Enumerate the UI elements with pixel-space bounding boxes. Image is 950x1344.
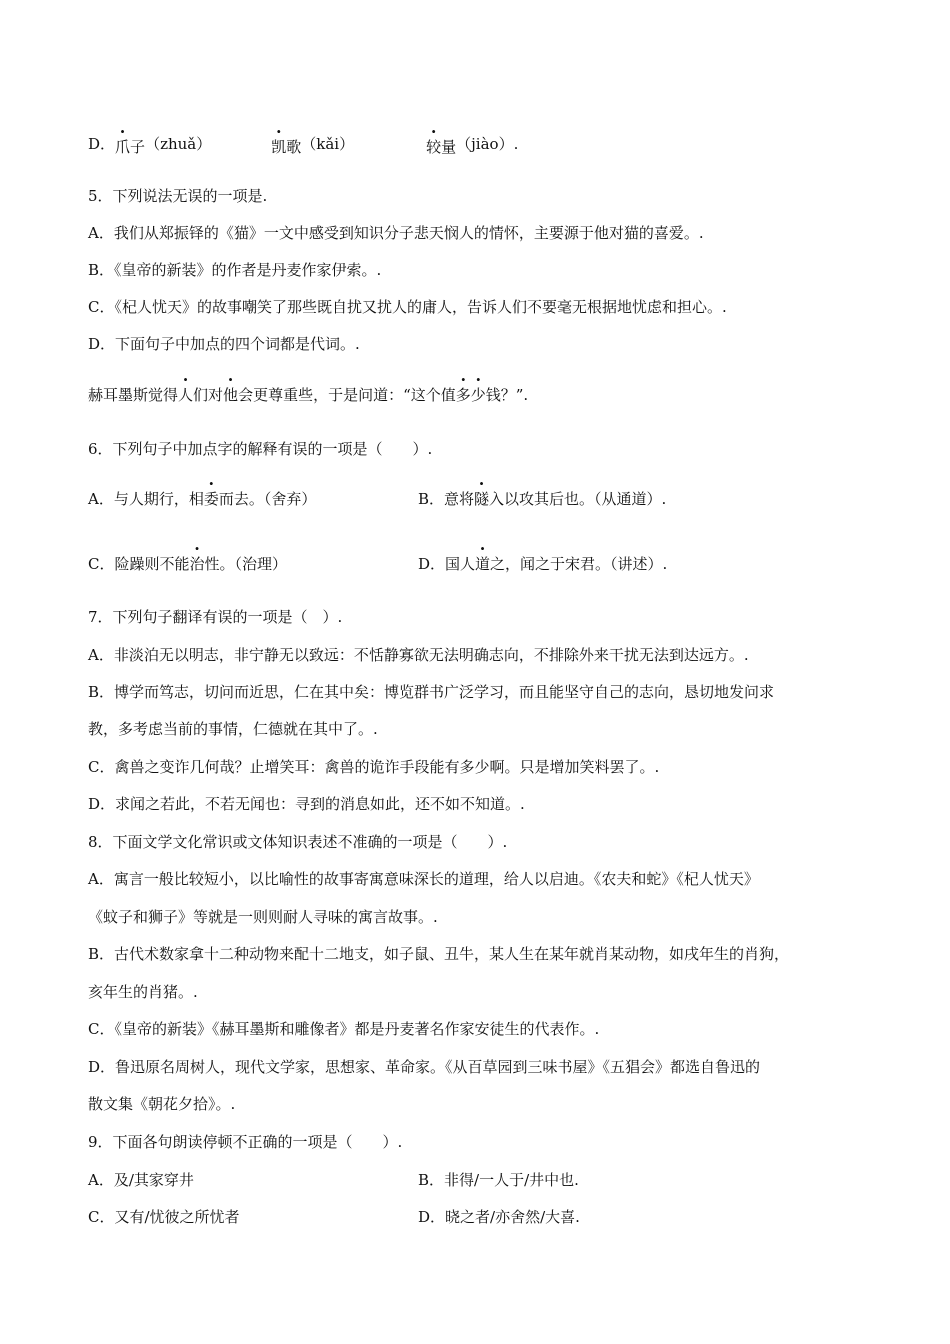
- q7-option-b-line2: 教，多考虑当前的事情，仁德就在其中了。.: [88, 720, 378, 738]
- q8-option-d-line2: 散文集《朝花夕拾》。.: [88, 1095, 236, 1113]
- q9-stem: 9．下面各句朗读停顿不正确的一项是（ ）.: [88, 1133, 403, 1151]
- q7-stem: 7．下列句子翻译有误的一项是（ ）.: [88, 608, 343, 626]
- sentence-text: 钱？”.: [485, 386, 529, 404]
- sentence-text: 会更尊重些，于是问道：“这个值: [238, 386, 456, 404]
- option-text: 之，闻之于宋君。（讲述）.: [490, 555, 668, 573]
- dotted-char: 凯: [271, 138, 287, 156]
- q5-option-b: B．《皇帝的新装》的作者是丹麦作家伊索。.: [88, 261, 382, 279]
- dotted-char: 较: [426, 138, 442, 156]
- option-text: 性。（治理）: [204, 555, 288, 573]
- q6-option-b: [418, 489, 666, 509]
- q6-option-d: [418, 554, 667, 574]
- sentence-text: 们对: [193, 386, 224, 404]
- q8-option-b-line1: B．古代术数家拿十二种动物来配十二地支，如子鼠、丑牛，某人生在某年就肖某动物，如戌年生的肖狗，: [88, 945, 790, 963]
- q7-option-c: C．禽兽之变诈几何哉？止增笑耳：禽兽的诡诈手段能有多少啊。只是增加笑料罢了。.: [88, 758, 660, 776]
- q9-option-c: C．又有/忧彼之所忧者: [88, 1208, 240, 1226]
- dotted-char: 多: [455, 386, 471, 404]
- option-text: 而去。（舍弃）: [218, 490, 317, 508]
- option-text: B．意将: [418, 490, 475, 508]
- q5-example-sentence: [88, 385, 528, 405]
- dotted-char: 道: [475, 555, 491, 573]
- q7-option-d: D．求闻之若此，不若无闻也：寻到的消息如此，还不如不知道。.: [88, 795, 525, 813]
- q7-option-a: A．非淡泊无以明志，非宁静无以致远：不恬静寡欲无法明确志向，不排除外来干扰无法到达远方。.: [88, 646, 749, 664]
- q8-option-d-line1: D．鲁迅原名周树人，现代文学家，思想家、革命家。《从百草园到三味书屋》《五猖会》都选自鲁迅的: [88, 1058, 761, 1076]
- dotted-char: 隧: [474, 490, 490, 508]
- q5-stem: 5．下列说法无误的一项是.: [88, 187, 268, 205]
- q6-stem: 6．下列句子中加点字的解释有误的一项是（ ）.: [88, 440, 433, 458]
- dotted-char: 委: [203, 490, 219, 508]
- dotted-char: 少: [470, 386, 486, 404]
- dotted-char: 爪: [115, 138, 131, 156]
- pinyin: （kǎi）: [301, 135, 355, 153]
- q6-option-a: [88, 489, 316, 509]
- q4-option-d: [88, 134, 518, 154]
- option-text: 入以攻其后也。（从通道）.: [489, 490, 667, 508]
- q9-option-d: D．晓之者/亦舍然/大喜.: [418, 1208, 580, 1226]
- q5-option-a: A．我们从郑振铎的《猫》一文中感受到知识分子悲天悯人的情怀，主要源于他对猫的喜爱。.: [88, 224, 704, 242]
- q8-option-a-line2: 《蚊子和狮子》等就是一则则耐人寻味的寓言故事。.: [88, 908, 438, 926]
- sentence-text: 赫耳墨斯觉得: [88, 386, 179, 404]
- option-text: C．险躁则不能: [88, 555, 190, 573]
- dotted-char: 人: [178, 386, 194, 404]
- q5-option-c: C．《杞人忧天》的故事嘲笑了那些既自扰又扰人的庸人，告诉人们不要毫无根据地忧虑和担心。.: [88, 298, 727, 316]
- word-rest: 量: [441, 138, 457, 156]
- pinyin: （zhuǎ）: [145, 135, 212, 153]
- q5-option-d: D．下面句子中加点的四个词都是代词。.: [88, 335, 360, 353]
- option-label: D．: [88, 135, 116, 153]
- pinyin: （jiào）.: [456, 135, 519, 153]
- q7-option-b-line1: B．博学而笃志，切问而近思，仁在其中矣：博览群书广泛学习，而且能坚守自己的志向，恳切地发问求: [88, 683, 775, 701]
- q8-option-c: C．《皇帝的新装》《赫耳墨斯和雕像者》都是丹麦著名作家安徒生的代表作。.: [88, 1020, 600, 1038]
- q9-option-a: A．及/其家穿井: [88, 1171, 194, 1189]
- q6-option-c: [88, 554, 287, 574]
- option-text: D．国人: [418, 555, 476, 573]
- q8-stem: 8．下面文学文化常识或文体知识表述不准确的一项是（ ）.: [88, 833, 508, 851]
- q9-option-b: B．非得/一人于/井中也.: [418, 1171, 579, 1189]
- dotted-char: 他: [223, 386, 239, 404]
- word-rest: 歌: [286, 138, 302, 156]
- option-text: A．与人期行，相: [88, 490, 204, 508]
- q8-option-a-line1: A．寓言一般比较短小，以比喻性的故事寄寓意味深长的道理，给人以启迪。《农夫和蛇》《杞人忧天》: [88, 870, 759, 888]
- q8-option-b-line2: 亥年生的肖猪。.: [88, 983, 198, 1001]
- dotted-char: 治: [189, 555, 205, 573]
- word-rest: 子: [130, 138, 146, 156]
